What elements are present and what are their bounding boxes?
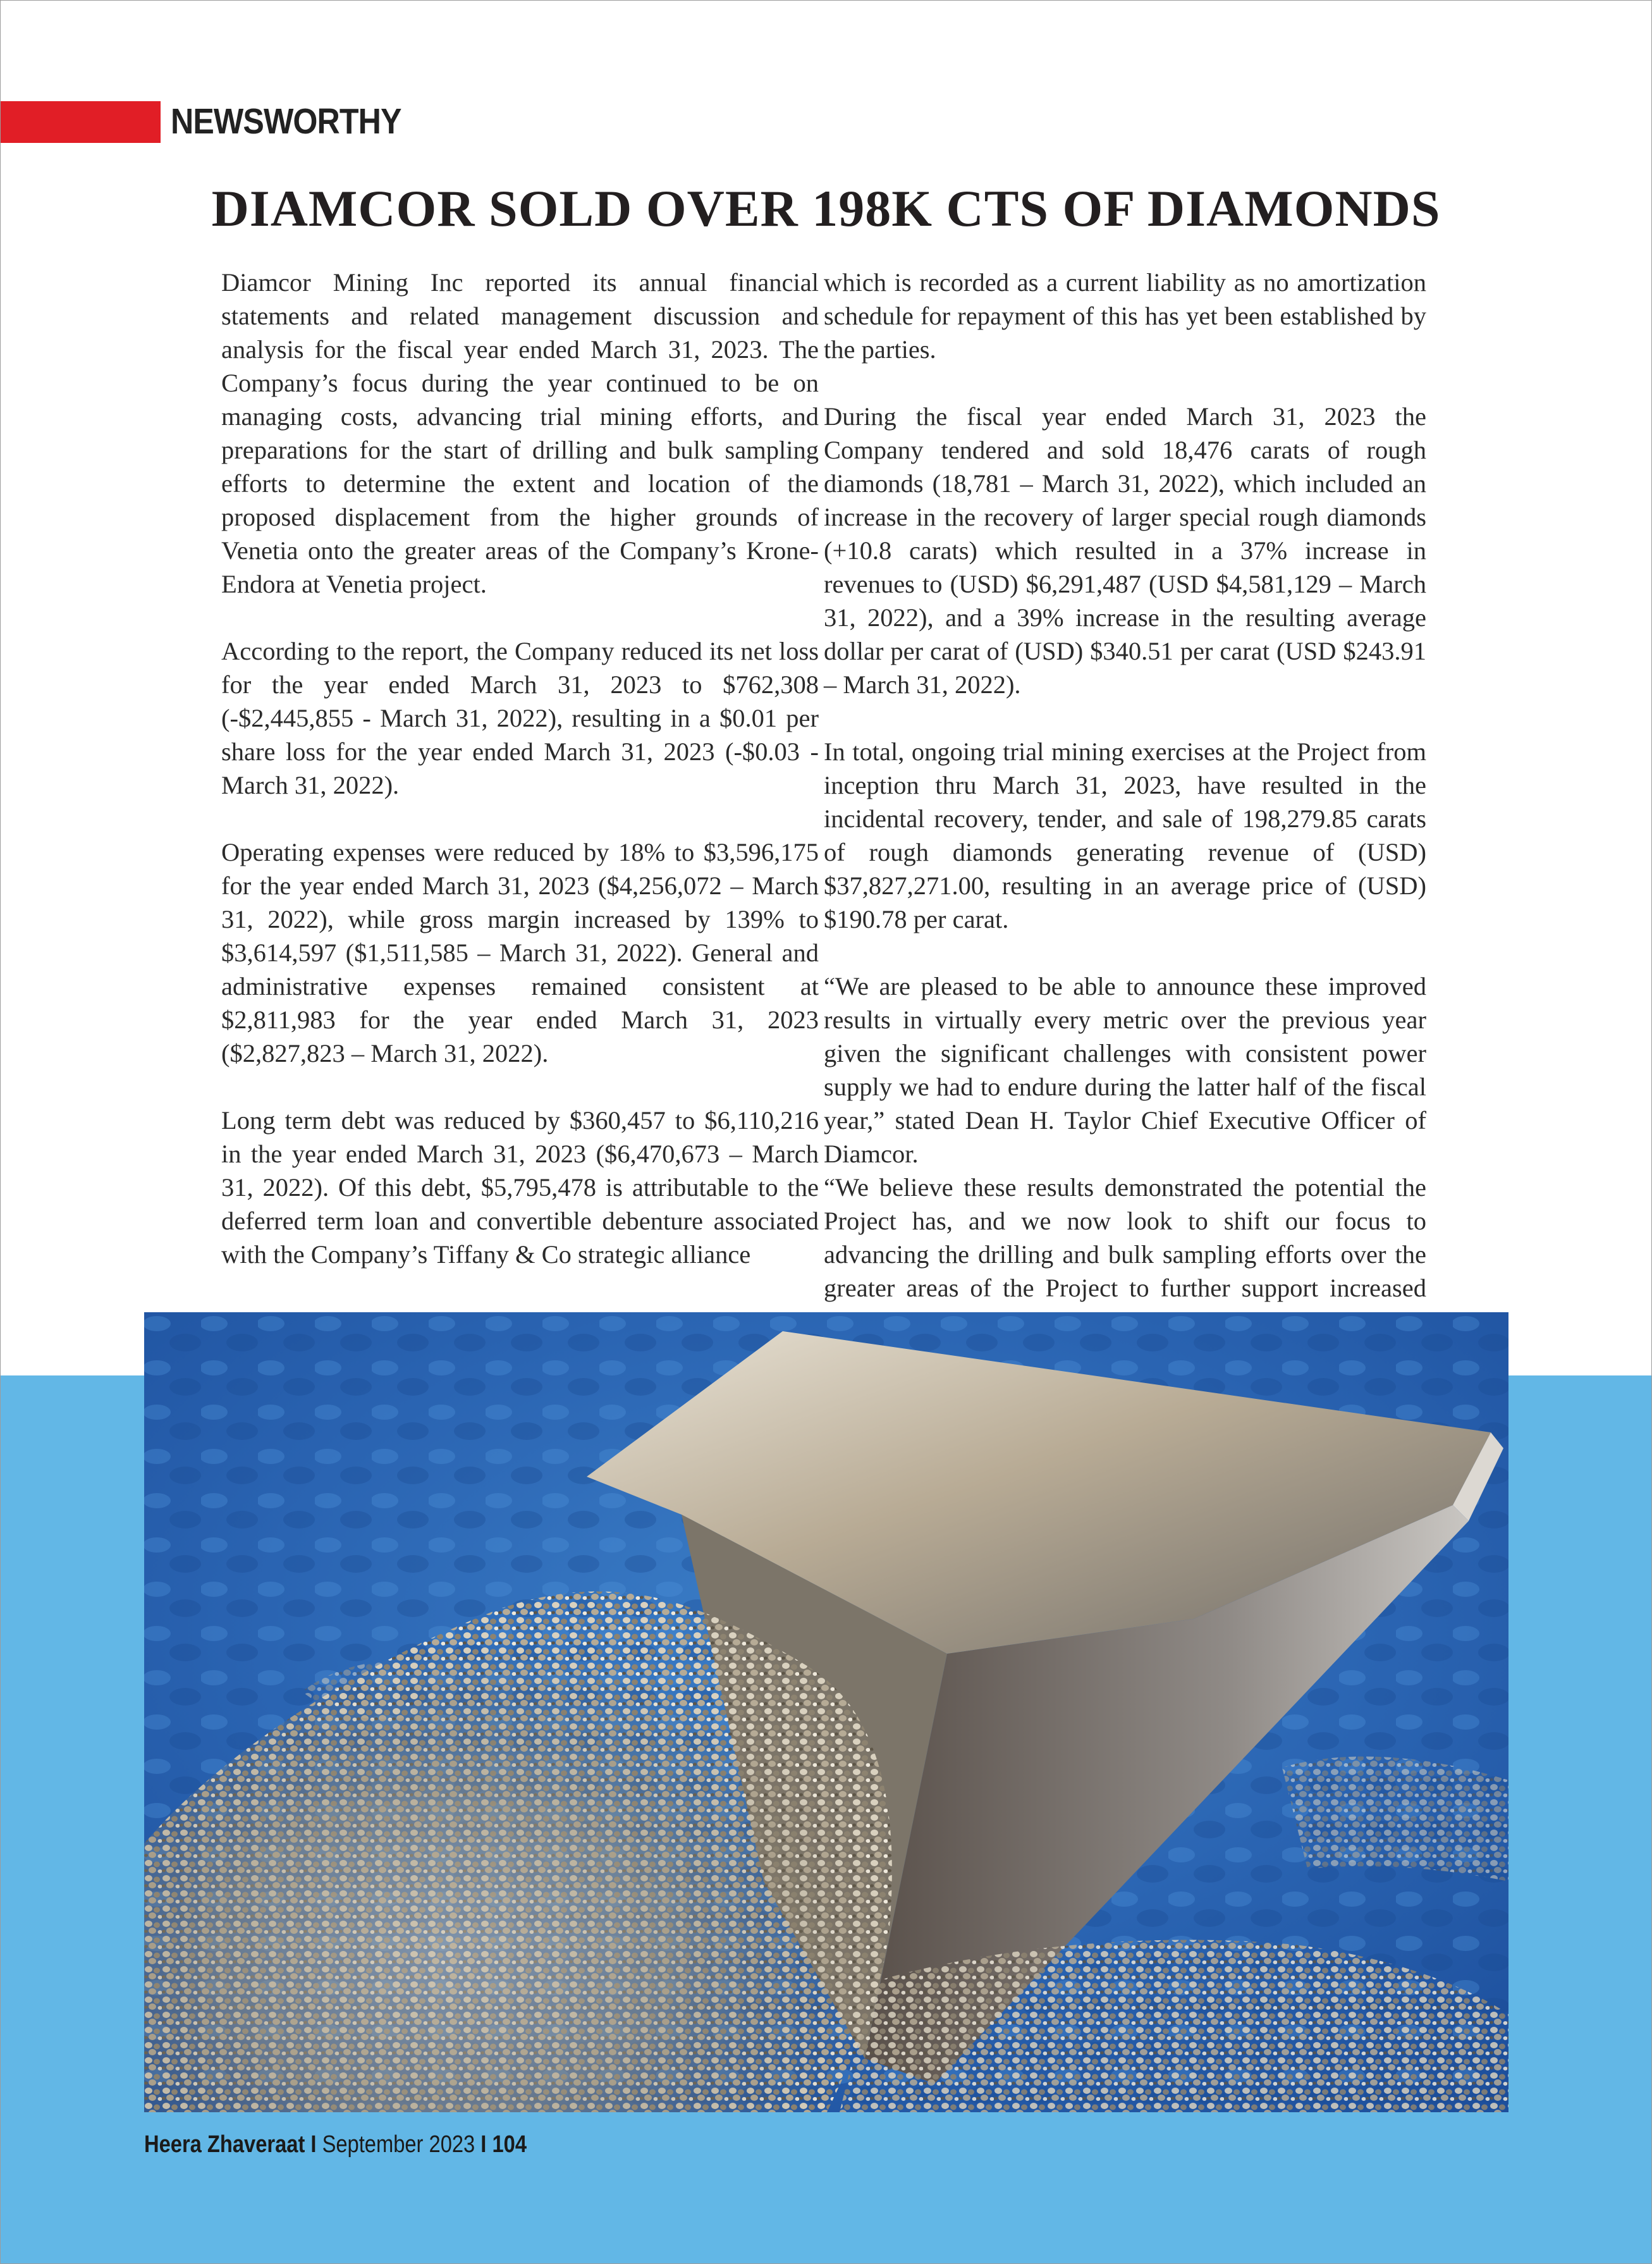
paragraph: During the fiscal year ended March 31, 2023 the Company tendered and sold 18,476 carats of rough diamonds (18,781 – March 31, 2022), which included an increase in the recovery of larger special rough diamonds (+10.8 carats) which resulted in a 37% increase in revenues to (USD) $6,291,487 (USD $4,581,129 – March 31, 2022), and a 39% increase in the resulting average dollar per carat of (USD) $340.51 per carat (USD $243.91 – March 31, 2022). — [824, 402, 1426, 699]
page-footer — [144, 2129, 527, 2160]
section-accent-bar — [0, 101, 161, 143]
article-column-left — [221, 266, 819, 1271]
quote-paragraph: “We believe these results demonstrated the potential the Project has, and we now look to shift our focus to advancing the drilling and bulk sampling efforts over the greater areas of the Project to further support increased — [824, 1173, 1426, 1302]
paragraph: Diamcor Mining Inc reported its annual financial statements and related management discussion and analysis for the fiscal year ended March 31, 2023. The Company’s focus during the year continued to be on managing costs, advancing trial mining efforts, and preparations for the start of drilling and bulk sampling efforts to determine the extent and location of the proposed displacement from the higher grounds of Venetia onto the greater areas of the Company’s Krone-Endora at Venetia project. — [221, 268, 819, 598]
quote-paragraph: “We are pleased to be able to announce these improved results in virtually every metric over the previous year given the significant challenges with consistent power supply we had to endure during the latter half of the fiscal year,” stated Dean H. Taylor Chief Executive Officer of Diamcor. — [824, 972, 1426, 1168]
paragraph: Operating expenses were reduced by 18% to $3,596,175 for the year ended March 31, 2023 ($4,256,072 – March 31, 2022), while gross margin increased by 139% to $3,614,597 ($1,511,585 – March 31, 2022). General and administrative expenses remained consistent at $2,811,983 for the year ended March 31, 2023 ($2,827,823 – March 31, 2022). — [221, 838, 819, 1067]
paragraph: According to the report, the Company reduced its net loss for the year ended March 31, 2023 to $762,308 (-$2,445,855 - March 31, 2022), resulting in a $0.01 per share loss for the year ended March 31, 2023 (-$0.03 - March 31, 2022). — [221, 637, 819, 799]
article-column-right — [824, 266, 1426, 1338]
footer-separator: I — [475, 2131, 493, 2158]
article-headline: DIAMCOR SOLD OVER 198K CTS OF DIAMONDS — [211, 180, 1441, 237]
paragraph: Long term debt was reduced by $360,457 to $6,110,216 in the year ended March 31, 2023 ($6,470,673 – March 31, 2022). Of this debt, $5,795,478 is attributable to the deferred term loan and convertible debenture associated with the Company’s Tiffany & Co strategic alliance — [221, 1106, 819, 1269]
rough-diamonds-photo — [144, 1312, 1508, 2112]
page-number: 104 — [492, 2131, 527, 2158]
paragraph: which is recorded as a current liability as no amortization schedule for repayment of this has yet been established by the parties. — [824, 268, 1426, 364]
issue-date: September 2023 — [322, 2131, 475, 2158]
paragraph: In total, ongoing trial mining exercises at the Project from inception thru March 31, 2023, have resulted in the incidental recovery, tender, and sale of 198,279.85 carats of rough diamonds generating revenue of (USD) $37,827,271.00, resulting in an average price of (USD) $190.78 per carat. — [824, 737, 1426, 933]
section-label: NEWSWORTHY — [171, 101, 401, 142]
publication-name: Heera Zhaveraat — [144, 2131, 305, 2158]
footer-separator: I — [305, 2131, 322, 2158]
